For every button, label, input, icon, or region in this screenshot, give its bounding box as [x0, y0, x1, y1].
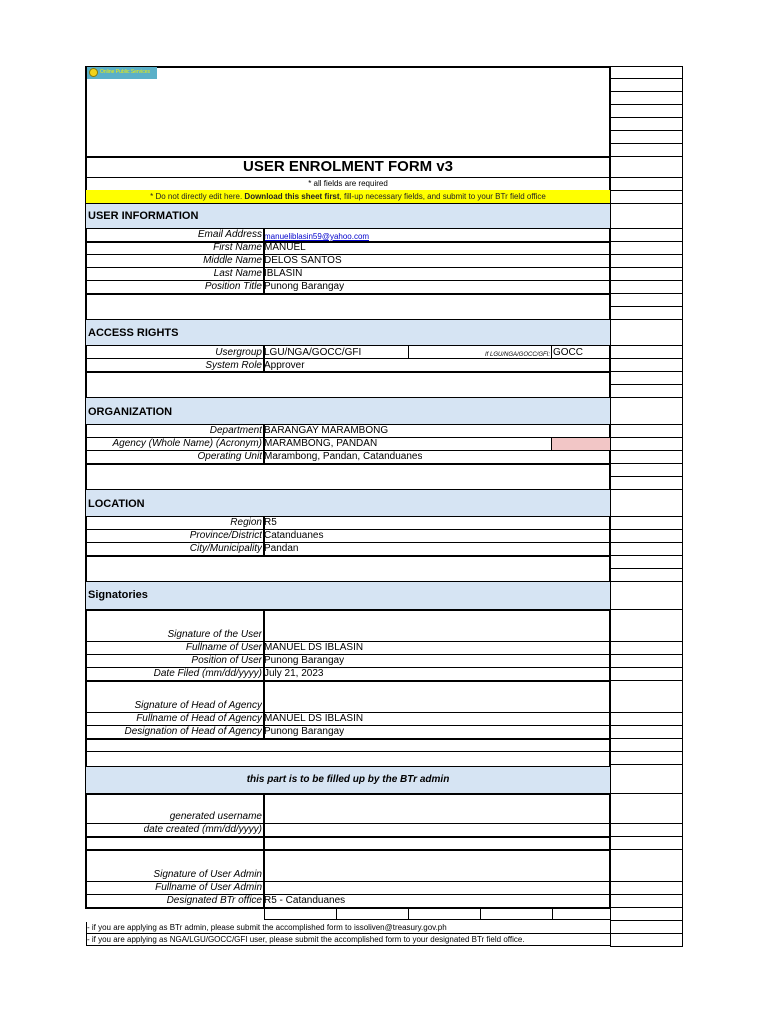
- if-usergroup-label: If LGU/NGA/GOCC/GFI:: [484, 352, 550, 358]
- rule: [86, 293, 610, 295]
- position-user-label: Position of User: [191, 655, 262, 666]
- rule: [86, 463, 610, 465]
- signature-user-label: Signature of the User: [167, 629, 262, 640]
- rule: [86, 738, 610, 740]
- designation-head-label: Designation of Head of Agency: [124, 726, 262, 737]
- col-divider: [263, 793, 265, 907]
- first-name-field[interactable]: MANUEL: [264, 242, 306, 253]
- department-field[interactable]: BARANGAY MARAMBONG: [264, 425, 389, 436]
- fullname-head-field[interactable]: MANUEL DS IBLASIN: [264, 713, 364, 724]
- bottom-grid-row: [264, 908, 611, 920]
- logo-text: Online Public Services: [100, 69, 151, 75]
- agency-flag-cell: [552, 438, 610, 450]
- date-created-label: date created (mm/dd/yyyy): [143, 824, 262, 835]
- side-grid: [610, 66, 683, 946]
- generated-username-field[interactable]: [265, 795, 609, 823]
- required-note: * all fields are required: [308, 179, 388, 188]
- email-label: Email Address: [197, 229, 262, 240]
- footer-note-2: - if you are applying as NGA/LGU/GOCC/GFI user, please submit the accomplished form to your designated BTr field office.: [86, 934, 610, 946]
- agency-label: Agency (Whole Name) (Acronym): [112, 438, 262, 449]
- section-heading-location: LOCATION: [88, 498, 145, 510]
- agency-field[interactable]: MARAMBONG, PANDAN: [264, 438, 378, 449]
- logo: [87, 67, 157, 79]
- col-divider: [263, 345, 265, 371]
- signature-admin-field[interactable]: [265, 851, 609, 881]
- position-title-field[interactable]: Punong Barangay: [264, 281, 345, 292]
- middle-name-field[interactable]: DELOS SANTOS: [264, 255, 342, 266]
- col-divider: [336, 908, 337, 920]
- signature-head-field[interactable]: [265, 682, 609, 712]
- if-usergroup-field[interactable]: GOCC: [553, 347, 583, 358]
- signature-user-field[interactable]: [265, 611, 609, 641]
- generated-username-label: generated username: [169, 811, 262, 822]
- col-divider: [263, 228, 265, 293]
- rule: [86, 751, 610, 752]
- signature-admin-label: Signature of User Admin: [153, 869, 262, 880]
- province-label: Province/District: [189, 530, 262, 541]
- warning-bold: Download this sheet first: [244, 192, 340, 201]
- fullname-admin-label: Fullname of User Admin: [155, 882, 262, 893]
- warning-banner: [86, 190, 610, 203]
- date-filed-field[interactable]: July 21, 2023: [264, 668, 324, 679]
- col-divider: [551, 437, 552, 450]
- col-divider: [610, 908, 611, 946]
- usergroup-label: Usergroup: [215, 347, 262, 358]
- fullname-head-label: Fullname of Head of Agency: [136, 713, 262, 724]
- system-role-label: System Role: [205, 360, 262, 371]
- province-field[interactable]: Catanduanes: [264, 530, 324, 541]
- last-name-field[interactable]: IBLASIN: [264, 268, 303, 279]
- position-user-field[interactable]: Punong Barangay: [264, 655, 345, 666]
- rule: [86, 358, 610, 359]
- col-divider: [552, 908, 553, 920]
- operating-unit-field[interactable]: Marambong, Pandan, Catanduanes: [264, 451, 423, 462]
- city-label: City/Municipality: [189, 543, 262, 554]
- section-heading-user-info: USER INFORMATION: [88, 210, 199, 222]
- date-filed-label: Date Filed (mm/dd/yyyy): [153, 668, 262, 679]
- footer-note-1: - if you are applying as BTr admin, please submit the accomplished form to issoliven@treasury.gov.ph: [86, 922, 610, 934]
- section-heading-organization: ORGANIZATION: [88, 406, 173, 418]
- col-divider: [408, 346, 409, 358]
- page-title: USER ENROLMENT FORM v3: [242, 158, 453, 175]
- col-divider: [408, 908, 409, 920]
- rule: [86, 836, 610, 838]
- first-name-label: First Name: [213, 242, 262, 253]
- usergroup-field[interactable]: LGU/NGA/GOCC/GFI: [264, 347, 362, 358]
- btr-office-field[interactable]: R5 - Catanduanes: [264, 895, 346, 906]
- position-title-label: Position Title: [204, 281, 262, 292]
- region-field[interactable]: R5: [264, 517, 277, 528]
- warning-pre: * Do not directly edit here.: [150, 192, 245, 201]
- email-field[interactable]: manueliblasin59@yahoo.com: [264, 232, 370, 241]
- city-field[interactable]: Pandan: [264, 543, 299, 554]
- col-divider: [263, 516, 265, 555]
- logo-icon: [89, 68, 98, 77]
- section-heading-admin: this part is to be filled up by the BTr admin: [246, 774, 450, 785]
- warning-post: , fill-up necessary fields, and submit to your BTr field office: [339, 192, 546, 201]
- col-divider: [263, 424, 265, 463]
- section-heading-signatories: Signatories: [88, 589, 148, 601]
- section-heading-access-rights: ACCESS RIGHTS: [88, 327, 179, 339]
- rule: [86, 555, 610, 557]
- last-name-label: Last Name: [213, 268, 262, 279]
- col-divider: [264, 908, 265, 920]
- btr-office-label: Designated BTr office: [166, 895, 262, 906]
- section-location: [86, 490, 610, 516]
- middle-name-label: Middle Name: [203, 255, 262, 266]
- rule: [86, 371, 610, 373]
- fullname-user-label: Fullname of User: [185, 642, 262, 653]
- col-divider: [263, 609, 265, 738]
- department-label: Department: [209, 425, 262, 436]
- section-signatories: [86, 582, 610, 609]
- operating-unit-label: Operating Unit: [197, 451, 262, 462]
- region-label: Region: [230, 517, 262, 528]
- col-divider: [551, 346, 552, 358]
- date-created-field[interactable]: [265, 824, 609, 836]
- fullname-user-field[interactable]: MANUEL DS IBLASIN: [264, 642, 364, 653]
- designation-head-field[interactable]: Punong Barangay: [264, 726, 345, 737]
- system-role-field[interactable]: Approver: [264, 360, 305, 371]
- fullname-admin-field[interactable]: [265, 882, 609, 894]
- signature-head-label: Signature of Head of Agency: [134, 700, 262, 711]
- rule: [86, 345, 610, 346]
- col-divider: [480, 908, 481, 920]
